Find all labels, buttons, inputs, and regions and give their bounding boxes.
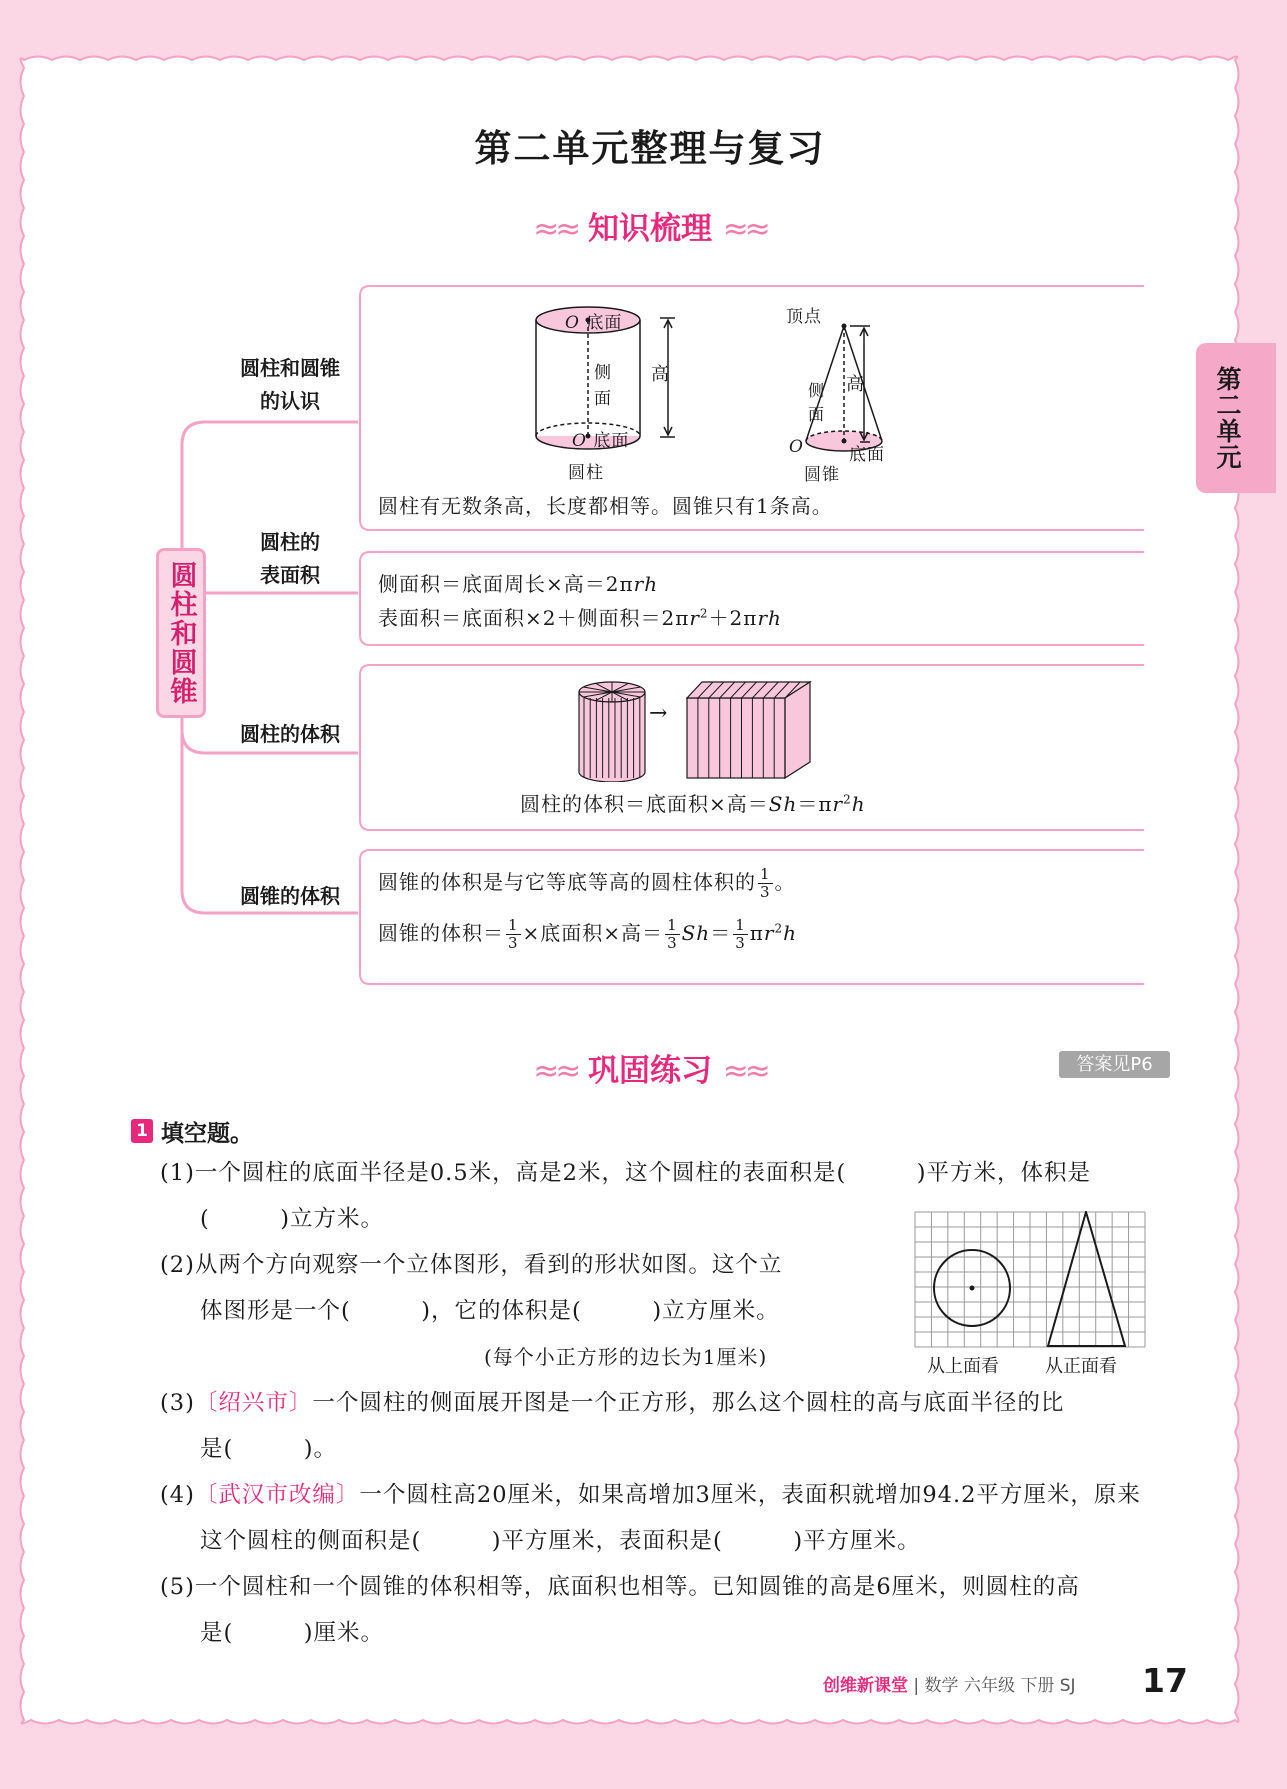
- answer-reference-tag: 答案见P6: [1059, 1051, 1170, 1078]
- grid-label-top-view: 从上面看: [927, 1356, 999, 1377]
- cone-side-label-2: 面: [808, 405, 826, 424]
- q3-source: 〔绍兴市〕: [194, 1390, 313, 1416]
- cyl-side-label-1: 侧: [594, 363, 612, 383]
- branch-label-surface-area: 圆柱的 表面积: [260, 530, 320, 587]
- cone-volume-formula: 圆锥的体积＝ $\frac{1}{3}$ ×底面积×高＝ $\frac{1}{3}$ Sh＝ $\frac{1}{3}$ $\pi r^2h$: [378, 916, 797, 952]
- section-practice-title: 巩固练习: [588, 1053, 712, 1089]
- footer-brand: 创维新课堂: [823, 1676, 908, 1696]
- page-number: 17: [1142, 1661, 1188, 1700]
- q4-line-1: (4)〔武汉市改编〕一个圆柱高20厘米，如果高增加3厘米，表面积就增加94.2平方厘米，原来: [160, 1482, 1141, 1508]
- cyl-name-label: 圆柱: [568, 463, 604, 483]
- q2-line-1: (2)从两个方向观察一个立体图形，看到的形状如图。这个立: [160, 1252, 783, 1278]
- cyl-bottom-label: O 底面: [572, 431, 630, 451]
- unit-side-tab: 第二单元: [1196, 343, 1276, 493]
- q5-line-1: (5)一个圆柱和一个圆锥的体积相等，底面积也相等。已知圆锥的高是6厘米，则圆柱的高: [160, 1574, 1080, 1600]
- cyl-top-label: O 底面: [565, 313, 623, 333]
- q2-line-2: 体图形是一个( )，它的体积是( )立方厘米。: [200, 1298, 780, 1324]
- branch-label-cone-volume: 圆锥的体积: [240, 884, 340, 908]
- section-knowledge-heading: ≈≈ 知识梳理 ≈≈: [533, 211, 767, 247]
- q1-line-2: ( )立方米。: [200, 1206, 385, 1232]
- cone-name-label: 圆锥: [804, 465, 840, 485]
- cone-volume-relation: 圆锥的体积是与它等底等高的圆柱体积的 $\frac{1}{3}$ 。: [378, 865, 796, 901]
- cyl-height-label: 高: [651, 364, 670, 385]
- q5-line-2: 是( )厘米。: [200, 1620, 385, 1646]
- wave-left-icon: ≈: [533, 1053, 556, 1089]
- q4-line-2: 这个圆柱的侧面积是( )平方厘米，表面积是( )平方厘米。: [200, 1528, 921, 1554]
- cone-side-label-1: 侧: [808, 381, 826, 400]
- q3-line-2: 是( )。: [200, 1436, 338, 1462]
- q3-line-1: (3)〔绍兴市〕一个圆柱的侧面展开图是一个正方形，那么这个圆柱的高与底面半径的比: [160, 1390, 1065, 1416]
- question-title: 填空题。: [161, 1121, 253, 1147]
- grid-label-front-view: 从正面看: [1045, 1356, 1117, 1377]
- wave-left-icon: ≈: [533, 211, 556, 247]
- branch-label-recognition: 圆柱和圆锥 的认识: [240, 356, 340, 413]
- cyl-side-label-2: 面: [594, 389, 612, 409]
- lateral-area-formula: 侧面积＝底面周长×高＝2πrh: [378, 572, 659, 596]
- cone-apex-label: 顶点: [786, 307, 822, 327]
- recognition-text: 圆柱有无数条高，长度都相等。圆锥只有1条高。: [378, 494, 833, 518]
- page-title: 第二单元整理与复习: [474, 127, 826, 170]
- mindmap-center: 圆柱和圆锥: [156, 548, 206, 718]
- view-grid-figure: [914, 1211, 1146, 1351]
- cylinder-volume-formula: 圆柱的体积＝底面积×高$=Sh=\pi r^2h$: [520, 792, 866, 816]
- question-number-badge: 1: [131, 1119, 153, 1143]
- q2-note: (每个小正方形的边长为1厘米): [484, 1345, 768, 1369]
- cone-bottom-label: 底面: [849, 445, 885, 465]
- footer-info: 创维新课堂 | 数学 六年级 下册 SJ: [823, 1676, 1076, 1696]
- q4-source: 〔武汉市改编〕: [194, 1482, 360, 1508]
- wave-right-icon: ≈: [722, 211, 745, 247]
- cone-o-label: O: [789, 437, 804, 457]
- transform-arrow-icon: →: [649, 701, 668, 726]
- section-practice-heading: ≈≈ 巩固练习 ≈≈: [533, 1053, 767, 1089]
- wave-right-icon: ≈: [722, 1053, 745, 1089]
- surface-area-formula: 表面积＝底面积×2＋侧面积$=2\pi r^2+2\pi rh$: [378, 606, 782, 630]
- section-knowledge-title: 知识梳理: [588, 211, 712, 247]
- branch-label-cylinder-volume: 圆柱的体积: [240, 722, 340, 746]
- cylinder-volume-figure: [572, 676, 822, 782]
- cone-height-label: 高: [846, 374, 865, 395]
- q1-line-1: (1)一个圆柱的底面半径是0.5米，高是2米，这个圆柱的表面积是( )平方米，体积是: [160, 1160, 1092, 1186]
